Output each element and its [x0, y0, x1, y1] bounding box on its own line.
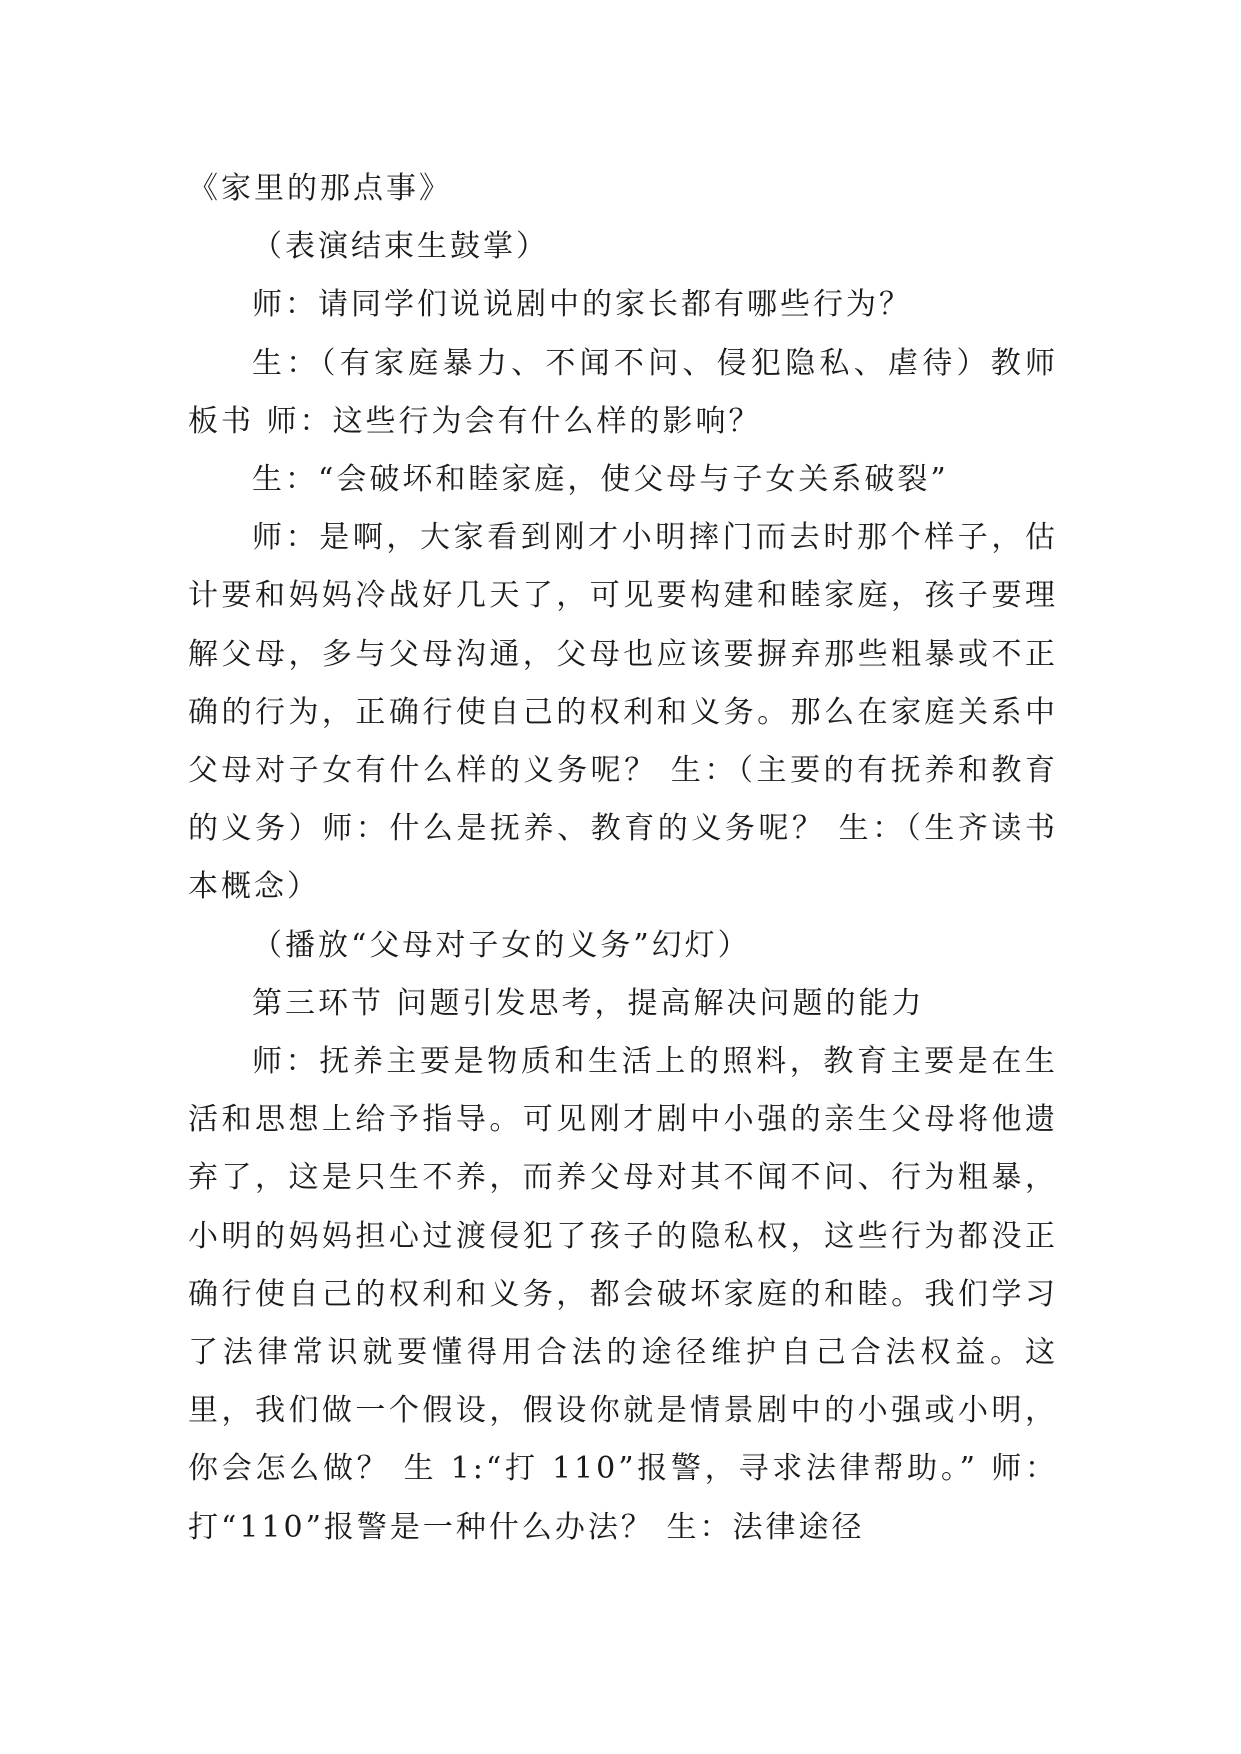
paragraph-student-answer: 生：（有家庭暴力、不闻不问、侵犯隐私、虐待）教师板书 师：这些行为会有什么样的影响？	[188, 345, 1058, 439]
paragraph-teacher-explanation: 师：抚养主要是物质和生活上的照料，教育主要是在生活和思想上给予指导。可见刚才剧中小强的亲生父母将他遗弃了，这是只生不养，而养父母对其不闻不问、行为粗暴，小明的妈妈担心过渡侵犯了孩子的隐私权，这些行为都没正确行使自己的权利和义务，都会破坏家庭的和睦。我们学习了法律常识就要懂得用合法的途径维护自己合法权益。这里，我们做一个假设，假设你就是情景剧中的小强或小明，你会怎么做？ 生 1:“打 110”报警，寻求法律帮助。” 师：打“110”报警是一种什么办法？ 生：法律途径	[188, 1044, 1058, 1545]
paragraph-slide-note: （播放“父母对子女的义务”幻灯）	[252, 927, 751, 963]
paragraph-student-quote: 生：“会破坏和睦家庭，使父母与子女关系破裂”	[252, 462, 949, 498]
section-heading: 第三环节 问题引发思考，提高解决问题的能力	[252, 985, 925, 1021]
paragraph-teacher-question: 师：请同学们说说剧中的家长都有哪些行为？	[252, 287, 912, 323]
paragraph-stage-direction: （表演结束生鼓掌）	[252, 229, 549, 265]
body-text	[188, 160, 1058, 1557]
paragraph-teacher-discussion: 师：是啊，大家看到刚才小明摔门而去时那个样子，估计要和妈妈冷战好几天了，可见要构建和睦家庭，孩子要理解父母，多与父母沟通，父母也应该要摒弃那些粗暴或不正确的行为，正确行使自己的权利和义务。那么在家庭关系中父母对子女有什么样的义务呢？ 生：（主要的有抚养和教育的义务）师：什么是抚养、教育的义务呢？ 生：（生齐读书本概念）	[188, 520, 1058, 905]
document-title: 《家里的那点事》	[188, 171, 452, 206]
